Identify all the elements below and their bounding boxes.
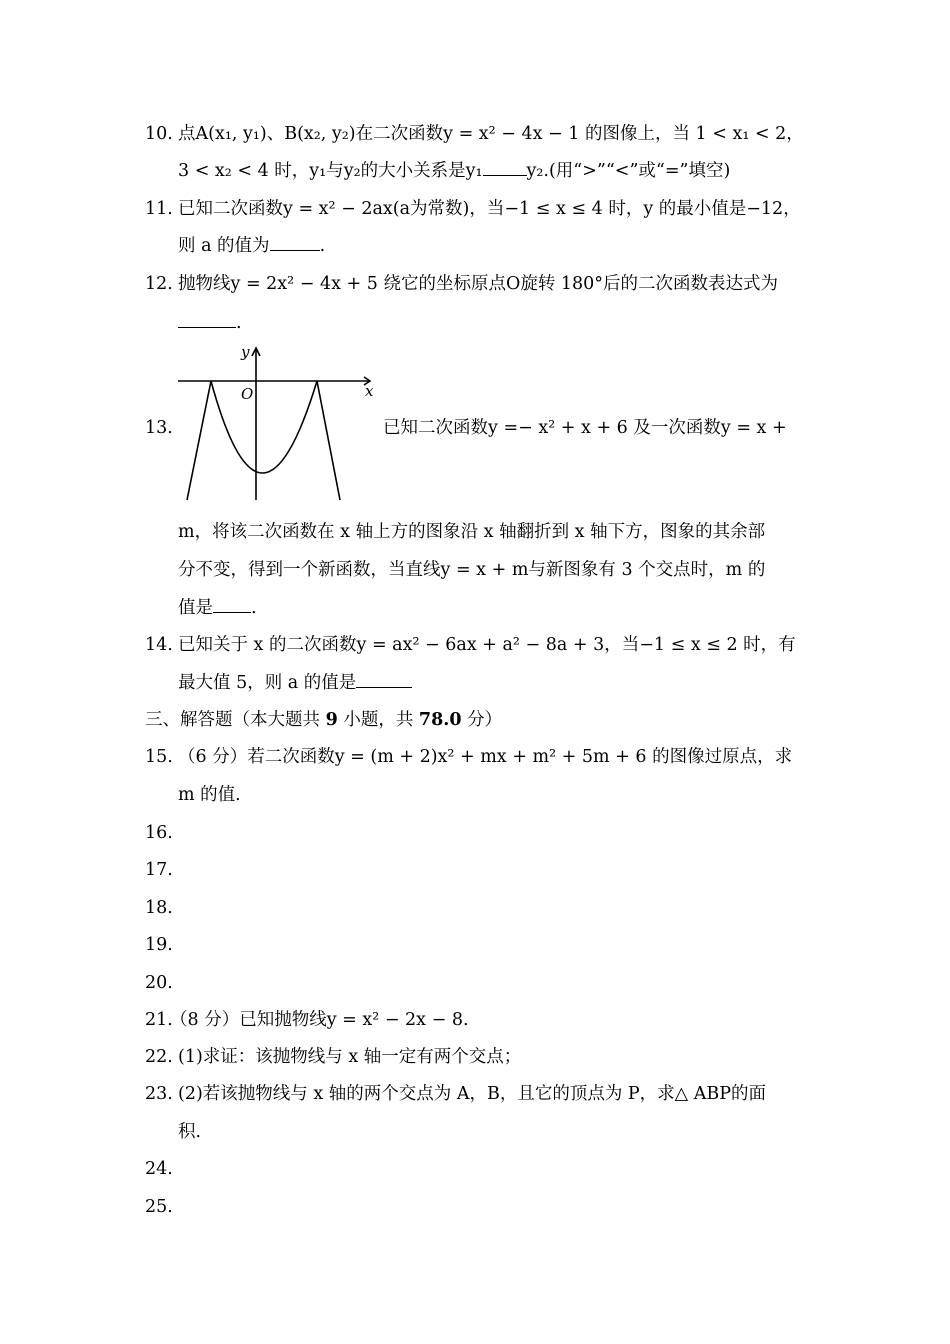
question-text: 最大值 5，则 a 的值是 [178, 673, 357, 693]
question-number: 25. [145, 1197, 173, 1217]
question-text: m，将该二次函数在 x 轴上方的图象沿 x 轴翻折到 x 轴下方，图象的其余部 [178, 522, 766, 542]
question-number: 17. [145, 860, 173, 880]
right-branch [317, 381, 340, 500]
question-text: . [251, 598, 257, 618]
question-number: 21. [145, 1010, 173, 1030]
answer-blank[interactable] [270, 236, 320, 251]
question-number: 19. [145, 935, 173, 955]
x-axis-label: x [365, 382, 374, 400]
question-text: 点A(x₁, y₁)、B(x₂, y₂)在二次函数y = x² − 4x − 1 的图像上，当 1 < x₁ < 2， [178, 124, 804, 144]
question-number: 10. [145, 124, 173, 144]
question-text: （6 分）若二次函数y = (m + 2)x² + mx + m² + 5m + 6 的图像过原点，求 [178, 747, 793, 767]
question-text: 已知二次函数y = x² − 2ax(a为常数)，当−1 ≤ x ≤ 4 时，y 的最小值是−12， [178, 199, 801, 219]
question-text: . [236, 313, 242, 333]
question-number: 18. [145, 898, 173, 918]
section-text: 小题，共 [337, 710, 419, 730]
question-number: 23. [145, 1084, 173, 1104]
answer-blank[interactable] [178, 313, 236, 328]
origin-label: O [241, 385, 254, 403]
flipped-parabola [211, 381, 317, 473]
question-text: . [319, 236, 326, 256]
question-number: 20. [145, 973, 173, 993]
answer-blank[interactable] [213, 598, 251, 613]
question-number: 22. [145, 1047, 173, 1067]
question-text: y₂.(用“>”“<”或“=”填空) [526, 161, 731, 181]
parabola-figure [175, 345, 375, 505]
question-number: 12. [145, 274, 173, 294]
question-text: 已知二次函数y =− x² + x + 6 及一次函数y = x + [383, 418, 787, 438]
question-number: 16. [145, 823, 173, 843]
question-number: 13. [145, 418, 173, 438]
section-text: 三、解答题（本大题共 [145, 710, 326, 730]
question-text: （8 分）已知抛物线y = x² − 2x − 8. [170, 1010, 469, 1030]
question-text: (2)若该抛物线与 x 轴的两个交点为 A，B，且它的顶点为 P，求△ ABP的面 [178, 1084, 766, 1104]
section-text: 分） [461, 710, 503, 730]
left-branch [187, 381, 211, 500]
answer-blank[interactable] [356, 673, 412, 688]
question-text: 则 a 的值为 [178, 236, 270, 256]
question-number: 15. [145, 747, 173, 767]
question-count: 9 [325, 710, 338, 730]
question-text: 3 < x₂ < 4 时，y₁与y₂的大小关系是y₁ [178, 161, 483, 181]
total-score: 78.0 [418, 710, 462, 730]
question-text: 抛物线y = 2x² − 4x + 5 绕它的坐标原点O旋转 180°后的二次函数表达式为 [178, 274, 779, 294]
question-number: 24. [145, 1159, 173, 1179]
answer-blank[interactable] [483, 161, 527, 176]
question-number: 11. [145, 199, 173, 219]
question-text: m 的值. [178, 785, 241, 805]
question-text: 值是 [178, 598, 213, 618]
question-text: 已知关于 x 的二次函数y = ax² − 6ax + a² − 8a + 3，当−1 ≤ x ≤ 2 时，有 [178, 635, 796, 655]
question-text: 分不变，得到一个新函数，当直线y = x + m与新图象有 3 个交点时，m 的 [178, 560, 766, 580]
question-text: (1)求证：该抛物线与 x 轴一定有两个交点； [178, 1047, 522, 1067]
question-text: 积. [178, 1122, 202, 1142]
question-number: 14. [145, 635, 173, 655]
y-axis-label: y [241, 345, 250, 361]
